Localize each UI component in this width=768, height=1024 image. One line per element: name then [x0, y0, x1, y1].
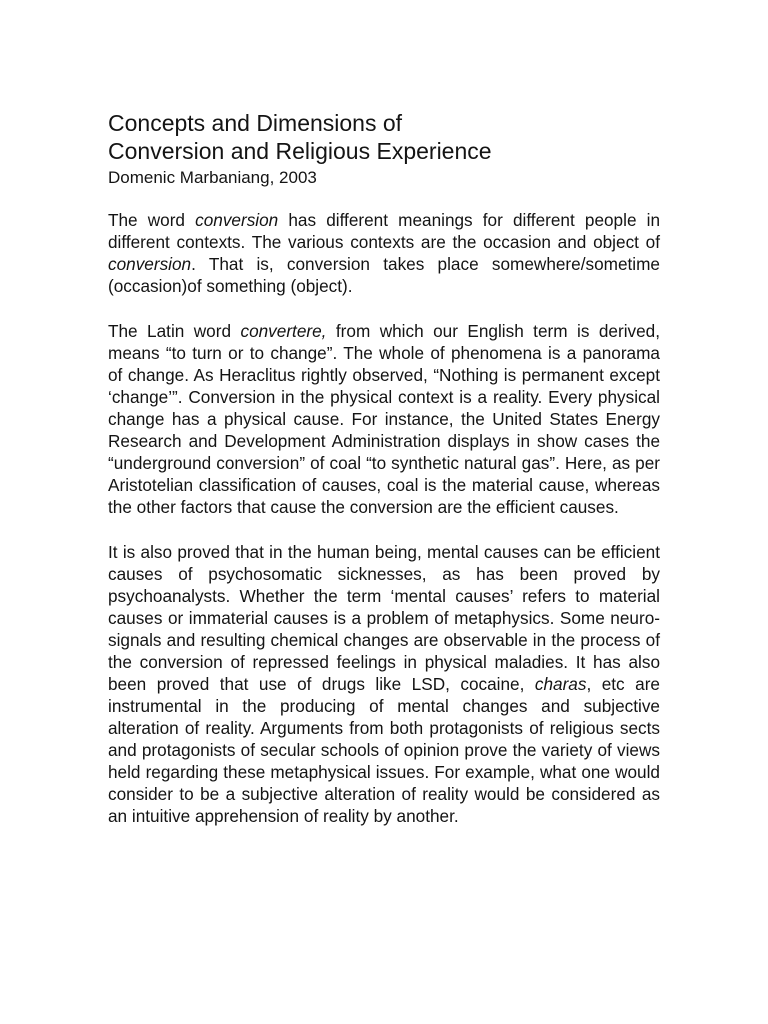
paragraph-1-text-c: . That is, conversion takes place somewhere/sometime (occasion)of something (object). — [108, 254, 660, 296]
title-line-2: Conversion and Religious Experience — [108, 138, 492, 164]
document-body — [108, 109, 660, 827]
author-byline: Domenic Marbaniang, 2003 — [108, 168, 317, 187]
paragraph-1-text-b: has different meanings for different people in different contexts. The various contexts are the occasion and object of — [108, 210, 660, 252]
paragraph-1-text-a: The word — [108, 210, 196, 230]
paragraph-2-emphasis-a: convertere, — [240, 321, 327, 341]
paragraph-3-text-a: It is also proved that in the human being, mental causes can be efficient causes of psychosomatic sicknesses, as has been proved by psychoanalysts. Whether the term ‘mental causes’ refers to material causes or immaterial causes is a problem of metaphysics. Some neuro-signals and resulting chemical changes are observable in the process of the conversion of repressed feelings in physical maladies. It has also been proved that use of drugs like LSD, cocaine, — [108, 542, 660, 694]
paragraph-3-emphasis-a: charas — [534, 674, 587, 694]
paragraph-1 — [108, 209, 660, 297]
paragraph-3-text-b: , etc are instrumental in the producing of mental changes and subjective alteration of reality. Arguments from both protagonists of religious sects and protagonists of secular schools of opinion prove the variety of views held regarding these metaphysical issues. For example, what one would consider to be a subjective alteration of reality would be considered as an intuitive apprehension of reality by another. — [108, 674, 660, 826]
paragraph-2 — [108, 320, 660, 518]
paragraph-3 — [108, 541, 660, 827]
title-line-1: Concepts and Dimensions of — [108, 110, 403, 136]
document-title — [108, 109, 660, 165]
paragraph-2-text-a: The Latin word — [108, 321, 241, 341]
paragraph-1-emphasis-b: conversion — [108, 254, 192, 274]
paragraph-1-emphasis-a: conversion — [195, 210, 279, 230]
paragraph-2-text-b: from which our English term is derived, means “to turn or to change”. The whole of phenomena is a panorama of change. As Heraclitus rightly observed, “Nothing is permanent except ‘change’”. Conversion in the physical context is a reality. Every physical change has a physical cause. For instance, the United States Energy Research and Development Administration displays in show cases the “underground conversion” of coal “to synthetic natural gas”. Here, as per Aristotelian classification of causes, coal is the material cause, whereas the other factors that cause the conversion are the efficient causes. — [108, 321, 661, 517]
